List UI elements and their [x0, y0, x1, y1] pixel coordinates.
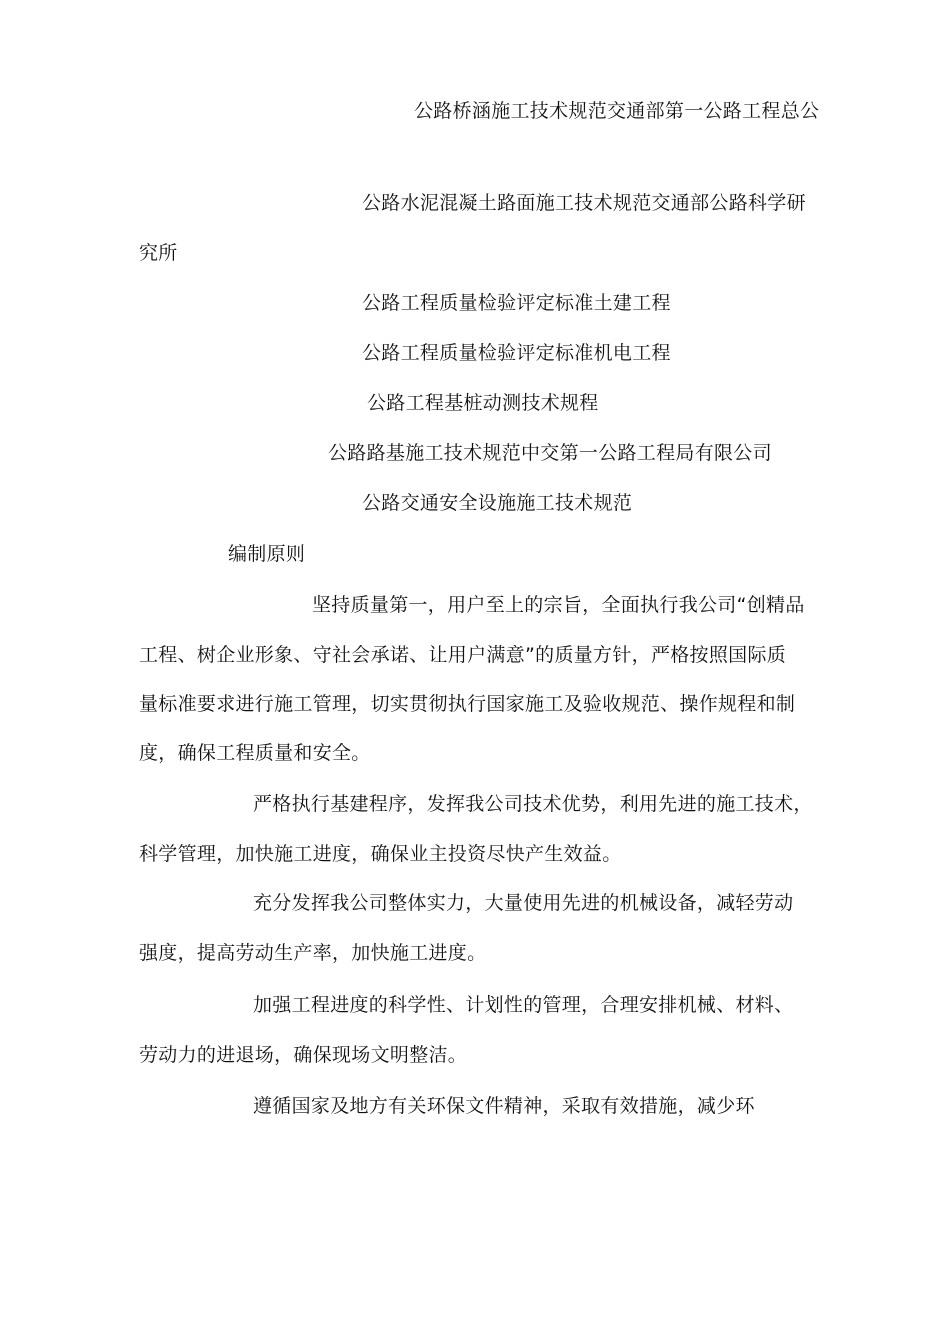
reference-line-continuation: 究所: [139, 242, 178, 264]
reference-line: 公路工程质量检验评定标准土建工程: [362, 292, 671, 314]
reference-line: 公路桥涵施工技术规范交通部第一公路工程总公: [414, 100, 820, 122]
reference-line: 公路工程质量检验评定标准机电工程: [362, 342, 671, 364]
section-title: 编制原则: [228, 543, 306, 565]
reference-line: 公路水泥混凝土路面施工技术规范交通部公路科学研: [362, 192, 806, 214]
paragraph-line: 强度，提高劳动生产率，加快施工进度。: [139, 942, 487, 964]
paragraph-line: 劳动力的进退场，确保现场文明整洁。: [139, 1044, 468, 1066]
reference-line: 公路路基施工技术规范中交第一公路工程局有限公司: [328, 442, 772, 464]
paragraph-line: 遵循国家及地方有关环保文件精神，采取有效措施，减少环: [253, 1095, 755, 1117]
paragraph-line: 度，确保工程质量和安全。: [139, 742, 371, 764]
reference-line: 公路工程基桩动测技术规程: [367, 392, 599, 414]
paragraph-line: 加强工程进度的科学性、计划性的管理，合理安排机械、材料、: [253, 994, 794, 1016]
paragraph-line: 科学管理，加快施工进度，确保业主投资尽快产生效益。: [139, 843, 622, 865]
reference-line: 公路交通安全设施施工技术规范: [362, 492, 633, 514]
paragraph-line: 工程、树企业形象、守社会承诺、让用户满意”的质量方针，严格按照国际质: [139, 644, 787, 666]
paragraph-line: 量标准要求进行施工管理，切实贯彻执行国家施工及验收规范、操作规程和制: [139, 693, 796, 715]
paragraph-line: 坚持质量第一，用户至上的宗旨，全面执行我公司“创精品: [312, 594, 805, 616]
paragraph-line: 严格执行基建程序，发挥我公司技术优势，利用先进的施工技术，: [253, 793, 813, 815]
paragraph-line: 充分发挥我公司整体实力，大量使用先进的机械设备，减轻劳动: [253, 892, 794, 914]
